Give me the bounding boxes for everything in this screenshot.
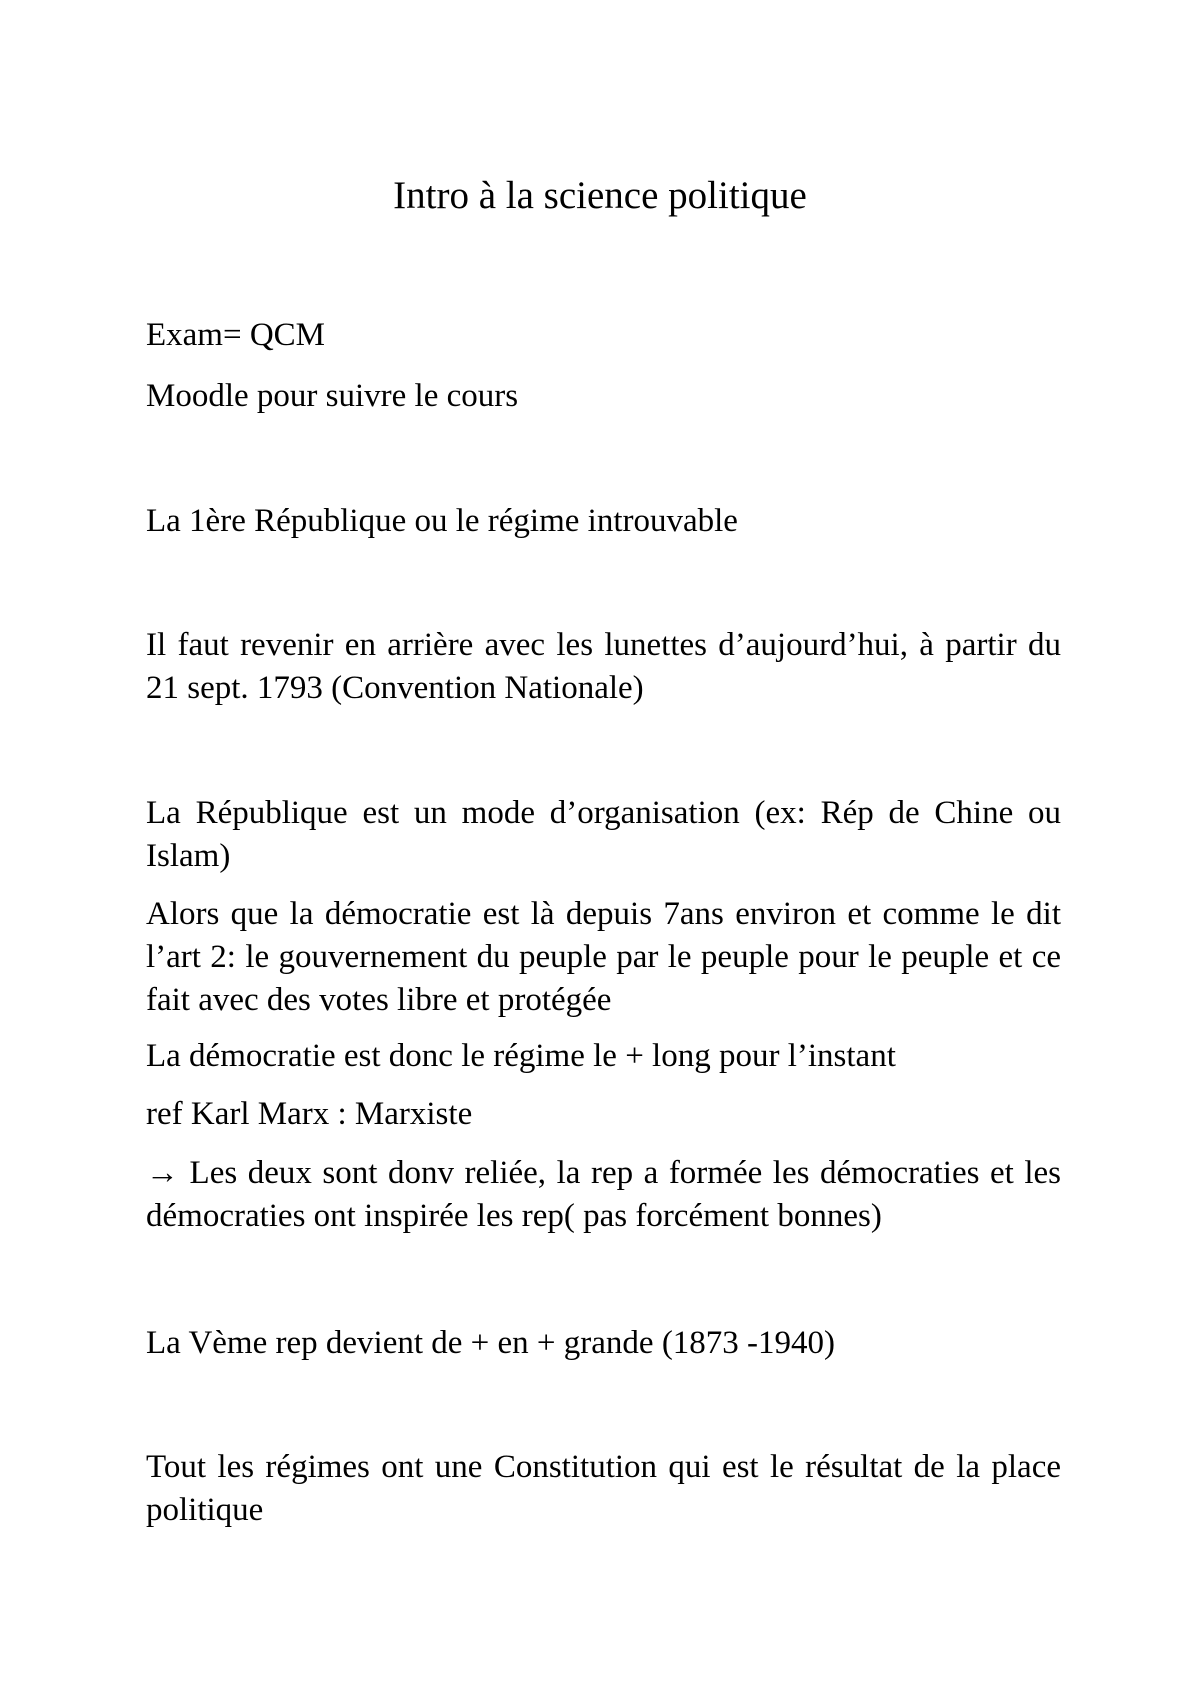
paragraph-karl-marx: ref Karl Marx : Marxiste xyxy=(146,1096,473,1132)
paragraph-democratie: Alors que la démocratie est là depuis 7ans environ et comme le dit l’art 2: le gouvernement du peuple par le peuple pour le peuple et ce fait avec des votes libre et protégée xyxy=(146,896,1061,1018)
paragraph-reliee: → Les deux sont donv reliée, la rep a formée les démocraties et les démocraties ont inspirée les rep( pas forcément bonnes) xyxy=(146,1155,1061,1234)
paragraph-exam: Exam= QCM xyxy=(146,317,326,353)
document-title: Intro à la science politique xyxy=(393,174,807,217)
paragraph-regime-long: La démocratie est donc le régime le + long pour l’instant xyxy=(146,1038,896,1074)
paragraph-first-republic: La 1ère République ou le régime introuvable xyxy=(146,503,738,539)
paragraph-veme-rep: La Vème rep devient de + en + grande (1873 -1940) xyxy=(146,1325,836,1361)
paragraph-constitution: Tout les régimes ont une Constitution qui est le résultat de la place politique xyxy=(146,1449,1061,1528)
paragraph-moodle: Moodle pour suivre le cours xyxy=(146,378,519,414)
paragraph-republique: La République est un mode d’organisation (ex: Rép de Chine ou Islam) xyxy=(146,795,1061,874)
paragraph-revenir: Il faut revenir en arrière avec les lunettes d’aujourd’hui, à partir du 21 sept. 1793 (Convention Nationale) xyxy=(146,627,1061,706)
